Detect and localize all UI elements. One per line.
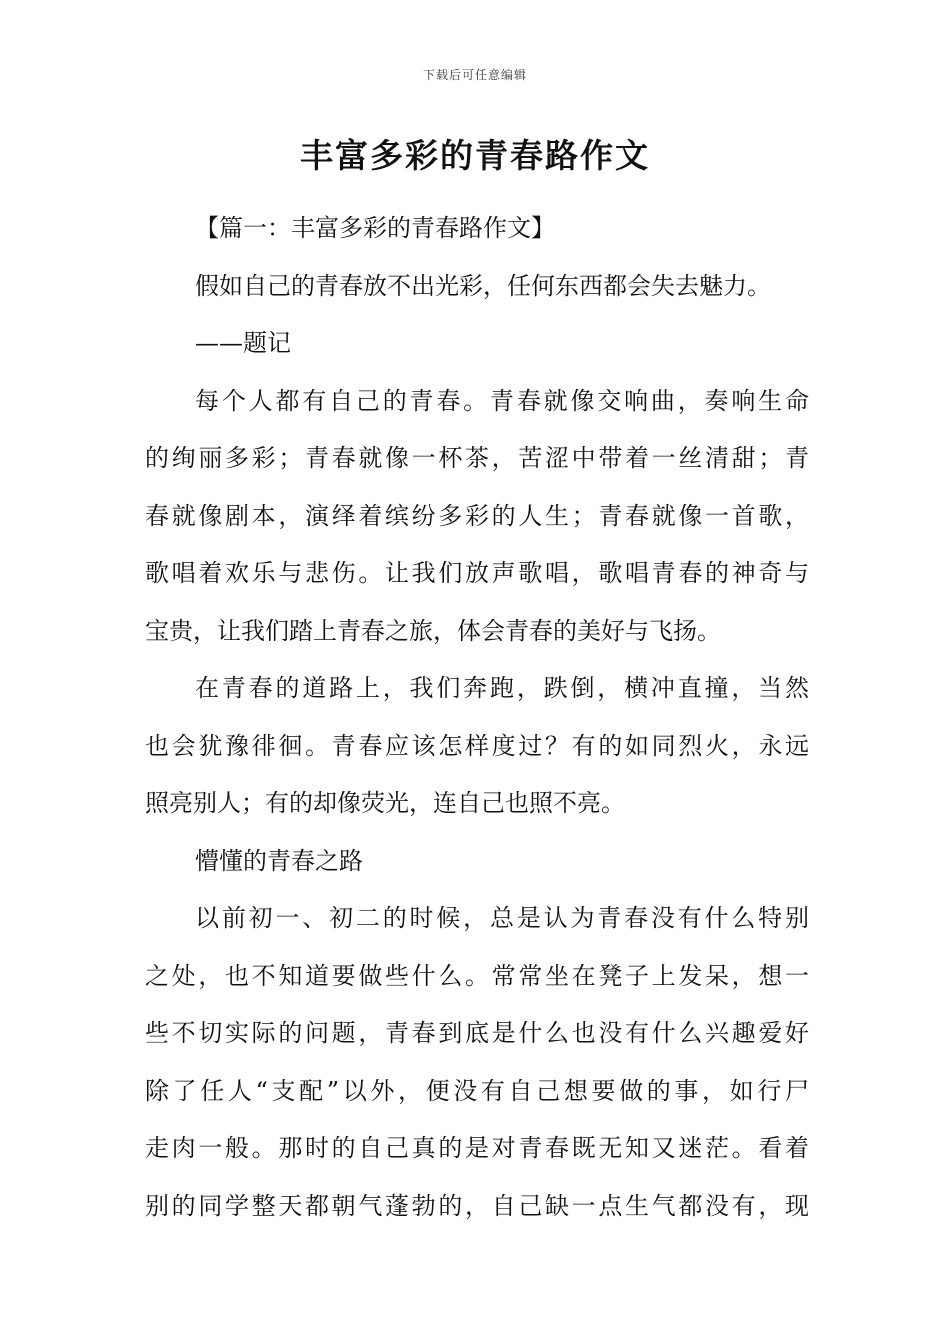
- text-line: 每个人都有自己的青春。青春就像交响曲，奏响生命: [195, 386, 809, 415]
- text-line: 也会犹豫徘徊。青春应该怎样度过？有的如同烈火，永远: [145, 731, 809, 760]
- header-note: 下载后可任意编辑: [422, 68, 527, 82]
- text-line: 照亮别人；有的却像荧光，连自己也照不亮。: [145, 789, 625, 817]
- text-line: 歌唱着欢乐与悲伤。让我们放声歌唱，歌唱青春的神奇与: [145, 559, 809, 587]
- essay-body: [145, 200, 809, 1235]
- text-line: 以前初一、初二的时候，总是认为青春没有什么特别: [195, 904, 809, 932]
- text-line: 别的同学整天都朝气蓬勃的，自己缺一点生气都没有，现: [145, 1191, 809, 1220]
- text-line: 假如自己的青春放不出光彩，任何东西都会失去魅力。: [195, 271, 771, 300]
- text-line: 春就像剧本，演绎着缤纷多彩的人生；青春就像一首歌，: [145, 501, 809, 530]
- text-line: 懵懂的青春之路: [195, 846, 363, 875]
- text-line: 些不切实际的问题，青春到底是什么也没有什么兴趣爱好: [145, 1019, 809, 1047]
- text-line: 除了任人“支配”以外，便没有自己想要做的事，如行尸: [145, 1076, 809, 1105]
- text-line: 【篇一：丰富多彩的青春路作文】: [195, 214, 555, 242]
- page-title: 丰富多彩的青春路作文: [300, 136, 650, 175]
- text-line: 走肉一般。那时的自己真的是对青春既无知又迷茫。看着: [145, 1134, 809, 1162]
- text-line: ——题记: [195, 329, 291, 357]
- text-line: 之处，也不知道要做些什么。常常坐在凳子上发呆，想一: [145, 961, 809, 990]
- text-line: 的绚丽多彩；青春就像一杯茶，苦涩中带着一丝清甜；青: [145, 444, 809, 472]
- text-line: 宝贵，让我们踏上青春之旅，体会青春的美好与飞扬。: [145, 616, 721, 645]
- text-line: 在青春的道路上，我们奔跑，跌倒，横冲直撞，当然: [195, 674, 809, 702]
